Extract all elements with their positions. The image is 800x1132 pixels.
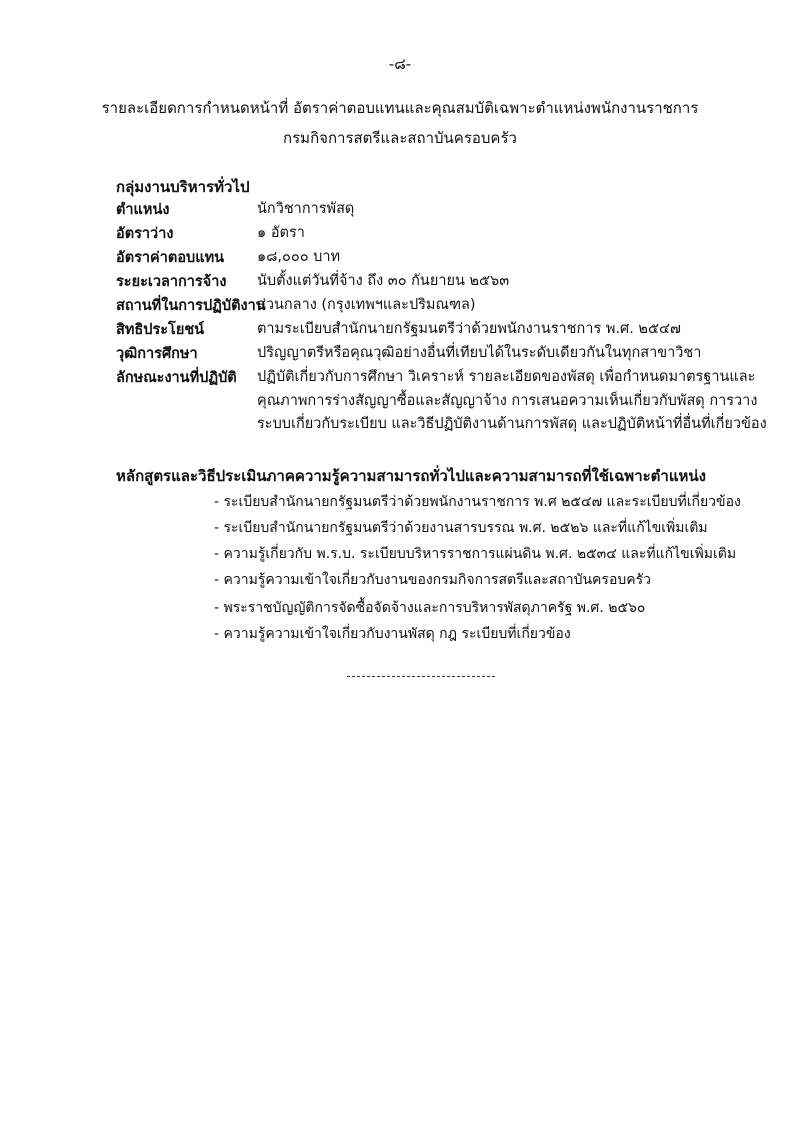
field-value: ส่วนกลาง (กรุงเทพฯและปริมณฑล) [257,297,476,313]
field-label: สิทธิประโยชน์ [116,322,205,338]
section-heading: กลุ่มงานบริหารทั่วไป [116,178,250,196]
field-label: อัตราว่าง [116,226,174,242]
field-value: ๑๘,๐๐๐ บาท [257,249,341,265]
field-label: ระยะเวลาการจ้าง [116,274,227,290]
list-item: - ระเบียบสำนักนายกรัฐมนตรีว่าด้วยงานสารบรรณ พ.ศ. ๒๕๒๖ และที่แก้ไขเพิ่มเติม [214,520,708,536]
list-item: - ระเบียบสำนักนายกรัฐมนตรีว่าด้วยพนักงานราชการ พ.ศ ๒๕๔๗ และระเบียบที่เกี่ยวข้อง [214,494,741,510]
document-title-line-1: รายละเอียดการกำหนดหน้าที่ อัตราค่าตอบแทนและคุณสมบัติเฉพาะตำแหน่งพนักงานราชการ [101,99,699,117]
page-number: -๘- [388,55,412,73]
field-label: ตำแหน่ง [116,202,170,218]
field-value: นักวิชาการพัสดุ [257,201,355,217]
field-value: ปริญญาตรีหรือคุณวุฒิอย่างอื่นที่เทียบได้ในระดับเดียวกันในทุกสาขาวิชา [257,345,702,361]
field-label: สถานที่ในการปฏิบัติงาน [116,298,266,314]
field-value: นับตั้งแต่วันที่จ้าง ถึง ๓๐ กันยายน ๒๕๖๓ [257,273,510,289]
field-value: ๑ อัตรา [257,225,305,241]
criteria-list [214,491,741,649]
field-value: ปฏิบัติเกี่ยวกับการศึกษา วิเคราะห์ รายละเอียดของพัสดุ เพื่อกำหนดมาตรฐานและ คุณภาพการร่างสัญญาซื้อและสัญญาจ้าง การเสนอความเห็นเกี่ยวกับพัสดุ การวาง ระบบเกี่ยวกับระเบียบ และวิธีปฏิบัติงานด้านการพัสดุ และปฏิบัติหน้าที่อื่นที่เกี่ยวข้อง [257,369,767,432]
criteria-heading: หลักสูตรและวิธีประเมินภาคความรู้ความสามารถทั่วไปและความสามารถที่ใช้เฉพาะตำแหน่ง [116,467,706,485]
field-label: อัตราค่าตอบแทน [116,250,225,266]
end-divider [347,676,495,677]
field-value: ตามระเบียบสำนักนายกรัฐมนตรีว่าด้วยพนักงานราชการ พ.ศ. ๒๕๔๗ [257,321,681,337]
field-label: ลักษณะงานที่ปฏิบัติ [116,370,237,386]
list-item: - พระราชบัญญัติการจัดซื้อจัดจ้างและการบริหารพัสดุภาครัฐ พ.ศ. ๒๕๖๐ [214,600,646,616]
list-item: - ความรู้ความเข้าใจเกี่ยวกับงานพัสดุ กฎ ระเบียบที่เกี่ยวข้อง [214,626,571,642]
list-item: - ความรู้เกี่ยวกับ พ.ร.บ. ระเบียบบริหารราชการแผ่นดิน พ.ศ. ๒๕๓๔ และที่แก้ไขเพิ่มเติม [214,546,737,562]
document-title-line-2: กรมกิจการสตรีและสถาบันครอบครัว [283,129,517,147]
field-label: วุฒิการศึกษา [116,346,198,362]
list-item: - ความรู้ความเข้าใจเกี่ยวกับงานของกรมกิจการสตรีและสถาบันครอบครัว [214,572,651,588]
